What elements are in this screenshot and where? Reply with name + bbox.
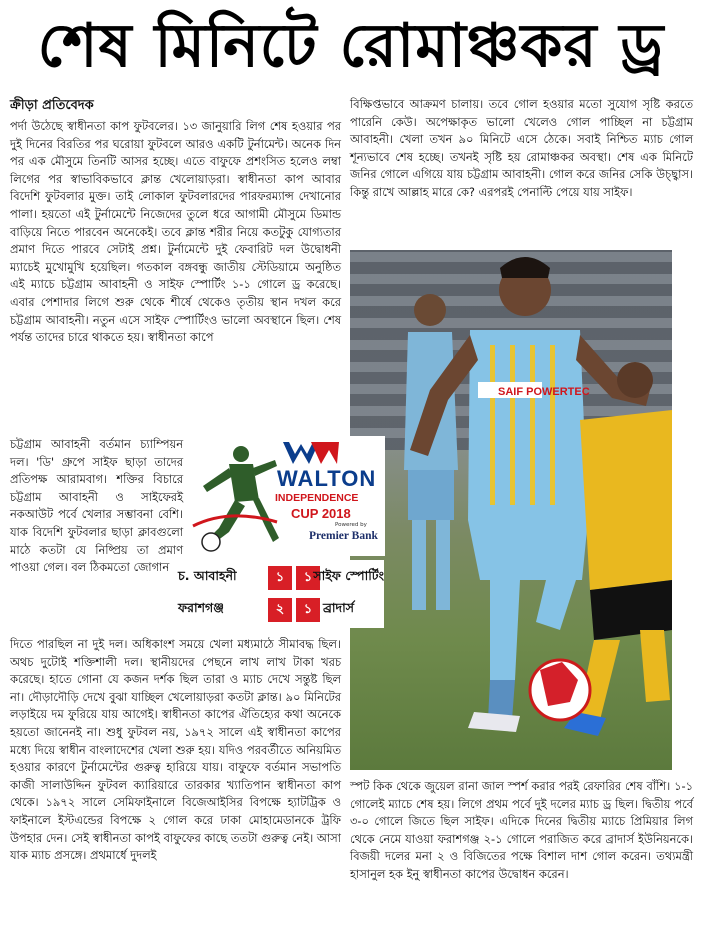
jersey-sponsor-text: SAIF POWERTEC <box>498 386 590 398</box>
cup-year-label: CUP 2018 <box>291 506 351 521</box>
score-row <box>178 564 384 592</box>
team-right: সাইফ স্পোর্টিং <box>313 568 384 583</box>
article-paragraph: চট্টগ্রাম আবাহনী বর্তমান চ্যাম্পিয়ন দল। 'ডি' গ্রুপে সাইফ ছাড়া তাদের প্রতিপক্ষ আরামবাগ। শক্তির বিচারে চট্টগ্রাম আবাহনী ও সাইফেরই নকআউট পর্বে খেলার সম্ভাবনা বেশি। যাক বিদেশি ফুটবলার ছাড়া ক্লাবগুলো মাঠে কতটা যে নিষ্প্রিয় তা প্রমাণ পাওয়া গেল। বল ঠিকমতো জোগান <box>10 437 183 575</box>
article-paragraph: বিক্ষিপ্তভাবে আক্রমণ চালায়। তবে গোল হওয়ার মতো সুযোগ সৃষ্টি করতে পারেনি কেউ। অপেক্ষাকৃত ভালো খেলেও গোল পাচ্ছিল না চট্টগ্রাম আবাহনী। খেলা তখন ৯০ মিনিটে এসে ঠেকে। সবাই নিশ্চিত ম্যাচ গোল শূন্যভাবে শেষ হচ্ছে। তখনই সৃষ্টি হয় রোমাঞ্চকর অবস্থা। শেষ এক মিনিটে জনির গোলে এগিয়ে যায় চট্টগ্রাম আবাহনী। গোল করে জনির সেকি উচ্ছ্বাস। কিন্তু রাখে আল্লাহ মারে কে? এরপরই পেনাল্টি পেয়ে যায় সাইফ। <box>350 97 693 199</box>
article-paragraph: স্পট কিক থেকে জুয়েল রানা জাল স্পর্শ করার পরই রেফারির শেষ বাঁশি। ১-১ গোলেই ম্যাচে শেষ হয়। লিগে প্রথম পর্বে দুই দলের ম্যাচ ড্র ছিল। দ্বিতীয় পর্বে ৩-০ গোলে জিতে ছিল সাইফ। এদিকে দিনের দ্বিতীয় ম্যাচে প্রিমিয়ার লিগ থেকে নেমে যাওয়া ফরাশগঞ্জ ২-১ গোলে পরাজিত করে ব্রাদার্স ইউনিয়নকে। বিজয়ী দলের মনা ২ ও বিজিতের পক্ষে বিশাল দাশ গোল করেন। তথ্যমন্ত্রী হাসানুল হক ইনু স্বাধীনতা কাপের উদ্বোধন করেন। <box>350 779 693 881</box>
walton-wordmark: WALTON <box>277 466 377 491</box>
article-column-left-mid <box>10 436 183 636</box>
team-left: ফরাশগঞ্জ <box>178 600 224 615</box>
article-column-left-top <box>10 118 341 436</box>
article-column-right-bottom <box>350 778 693 926</box>
walton-w-mark-icon <box>281 440 341 466</box>
team-left: চ. আবাহনী <box>178 568 237 583</box>
article-paragraph: দিতে পারছিল না দুই দল। অধিকাংশ সময়ে খেলা মধ্যমাঠে সীমাবদ্ধ ছিল। অথচ দুটোই শক্তিশালী দল। স্থানীয়দের পেছনে লাখ লাখ টাকা খরচ করেছে। হাতে গোনা যে কজন দর্শক ছিল তারা ও ম্যাচ দেখে সন্তুষ্ট ছিল না। দৌড়াদৌড়ি দেখে বুঝা যাচ্ছিল খেলোয়াড়রা কতটা ক্লান্ত। ৯০ মিনিটের লড়াইয়ে দম ফুরিয়ে যায় আগেই। স্বাধীনতা কাপের ঐতিহ্যের কথা অনেকে হয়তো জানেনই না। শুধু ফুটবল নয়, ১৯৭২ সালে এই স্বাধীনতা কাপের মধ্যে দিয়ে স্বাধীন বাংলাদেশের খেলা শুরু হয়। যদিও পরবর্তীতে অনিয়মিত হওয়ার কারণে টুর্নামেন্টের গুরুত্ব হারিয়ে যায়। বাফুফে বর্তমান সভাপতি কাজী সালাউদ্দিন ফুটবল ক্যারিয়ারে তারকার খ্যাতিপান স্বাধীনতা কাপ থেকে। ১৯৭২ সালে সেমিফাইনালে বিজেআইসির বিপক্ষে হ্যাটট্রিক ও ফাইনালে ইস্টএন্ডের বিপক্ষে ২ গোল করে ঢাকা মোহামেডানকে ট্রফি উপহার দেন। সেই স্বাধীনতা কাপই বাফুফের কাছে ততটা গুরুত্ব নেই। আসা যাক ম্যাচ প্রসঙ্গে। প্রথমার্ধে দুদলই <box>10 637 341 863</box>
article-column-left-bottom <box>10 636 341 924</box>
byline: ক্রীড়া প্রতিবেদক <box>10 98 94 113</box>
score-right: ১ <box>296 598 320 622</box>
background-player-left <box>404 294 458 610</box>
match-photo <box>350 250 672 770</box>
article-column-right-top <box>350 96 693 244</box>
article-paragraph: পর্দা উঠেছে স্বাধীনতা কাপ ফুটবলের। ১৩ জানুয়ারি লিগ শেষ হওয়ার পর দুই দিনের বিরতির পর ঘরোয়া ফুটবলে আরও একটি টুর্নামেন্ট। অনেক দিন পর এক মৌসুমে তিনটি আসর হচ্ছে। এতে বাফুফে প্রশংসিত হলেও লম্বা লিগের পর স্বাভাবিকভাবে ক্লান্ত খেলোয়াড়রা। স্বাধীনতা কাপ আবার বিদেশি ফুটবলার মুক্ত। তাই লোকাল ফুটবলারদের পারফরম্যান্স দেখানোর পালা। হয়তো এই টুর্নামেন্টে নিজেদের তুলে ধরে আগামী মৌসুমে ডিমান্ড বাড়িয়ে নিতে পারবেন অনেকেই। তবে ক্লান্ত শরীর নিয়ে কতটুকু যোগ্যতার প্রমাণ দিতে পারবে সেটাই প্রশ্ন। টুর্নামেন্টে দুই ফেবারিট দল উদ্বোধনী ম্যাচেই মুখোমুখি হয়েছিল। গতকাল বঙ্গবন্ধু জাতীয় স্টেডিয়ামে অনুষ্ঠিত এই ম্যাচে চট্টগ্রাম আবাহনী ও সাইফ স্পোর্টিং ১-১ গোলে ড্র করেছে। এবার পেশাদার লিগে শুরু থেকে শীর্ষে থেকেও তৃতীয় স্থান দখল করে চট্টগ্রাম আবাহনী। নতুন এসে সাইফ স্পোর্টিংও ভালো অবস্থানে ছিল। শেষ পর্যন্ত তাদের চারে থাকতে হয়। স্বাধীনতা কাপে <box>10 119 341 345</box>
sponsor-label: Premier Bank <box>309 530 378 542</box>
independence-label: INDEPENDENCE <box>275 492 359 504</box>
score-row <box>178 596 384 624</box>
score-left: ২ <box>268 598 292 622</box>
score-right: ১ <box>296 566 320 590</box>
football <box>530 660 590 720</box>
team-right: ব্রাদার্স <box>323 600 354 615</box>
score-left: ১ <box>268 566 292 590</box>
players-illustration <box>350 250 672 770</box>
powered-by-label: Powered by <box>335 522 367 528</box>
score-table <box>178 560 384 628</box>
headline: শেষ মিনিটে রোমাঞ্চকর ড্র <box>37 11 665 81</box>
footballer-silhouette-icon <box>189 442 279 552</box>
tournament-logo <box>185 436 385 556</box>
